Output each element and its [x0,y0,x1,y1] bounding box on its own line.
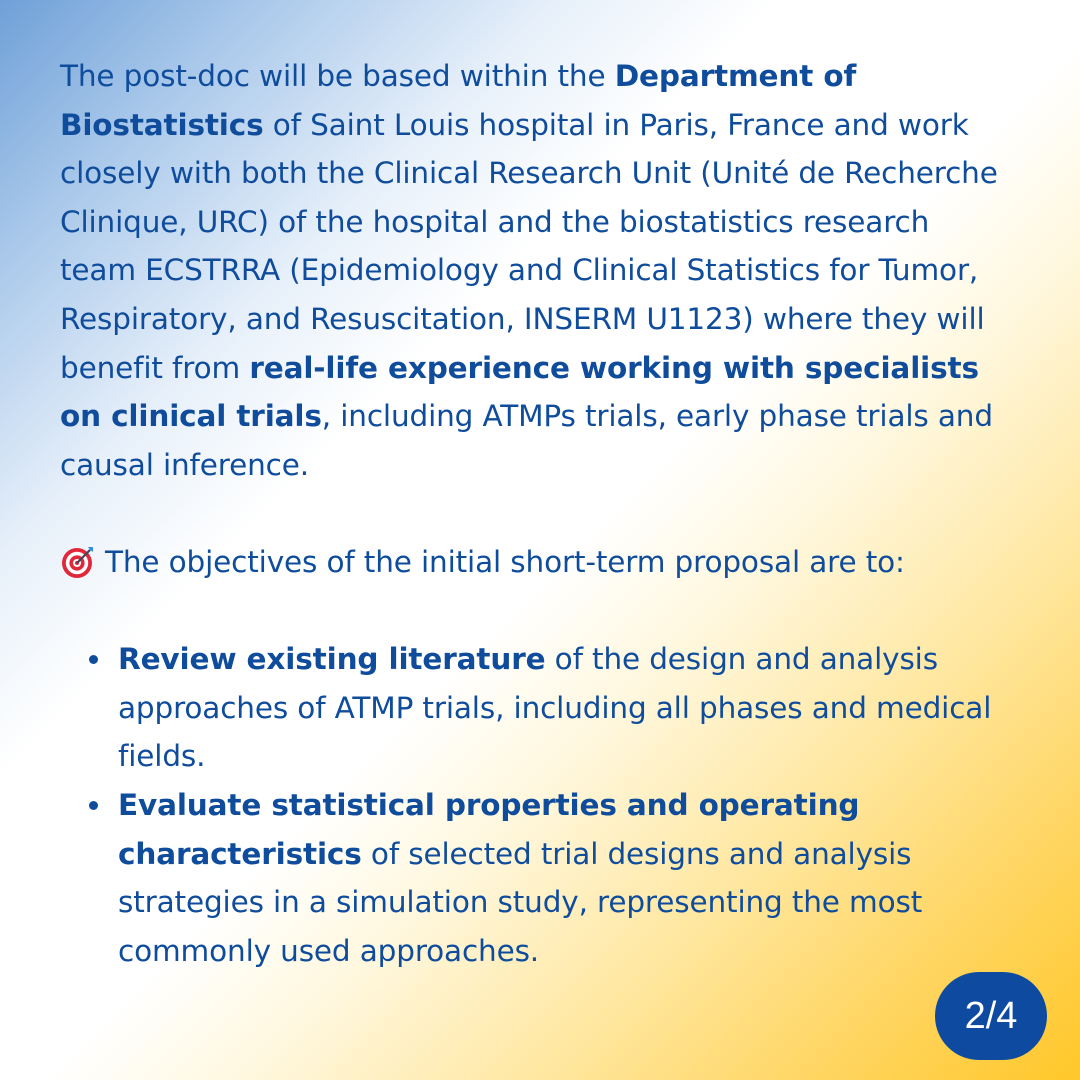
intro-text-3: , including ATMPs trials, early phase trials and causal inference. [60,399,993,482]
list-item-bold: Review existing literature [118,642,546,677]
intro-paragraph [60,52,1010,489]
list-item [60,781,1010,975]
objectives-heading [60,538,1010,587]
list-item-text: of selected trial designs and analysis strategies in a simulation study, representing the most commonly used approaches. [118,836,923,968]
target-icon [60,544,96,580]
objectives-heading-text: The objectives of the initial short-term proposal are to: [105,544,905,579]
list-item-text: of the design and analysis approaches of ATMP trials, including all phases and medical fields. [118,642,992,774]
intro-bold-department: Department of Biostatistics [60,59,857,142]
spacer [60,489,1010,538]
list-item [60,635,1010,781]
list-item-bold: Evaluate statistical properties and operating characteristics [118,787,860,871]
intro-text-1: The post-doc will be based within the [60,59,615,93]
objectives-list [60,635,1010,975]
bullet-dot [89,801,98,810]
intro-text-2: of Saint Louis hospital in Paris, France and work closely with both the Clinical Research Unit (Unité de Recherche Clinique, URC) of the hospital and the biostatistics research team ECSTRRA (Epidemiology and Clinical Statistics for Tumor, Respiratory, and Resuscitation, INSERM U1123) where they will benefit from [60,107,998,385]
page-indicator-badge: 2/4 [935,972,1047,1060]
bullet-dot [89,655,98,664]
spacer [60,587,1010,636]
intro-bold-experience: real-life experience working with specialists on clinical trials [60,350,979,434]
main-content [60,52,1010,975]
